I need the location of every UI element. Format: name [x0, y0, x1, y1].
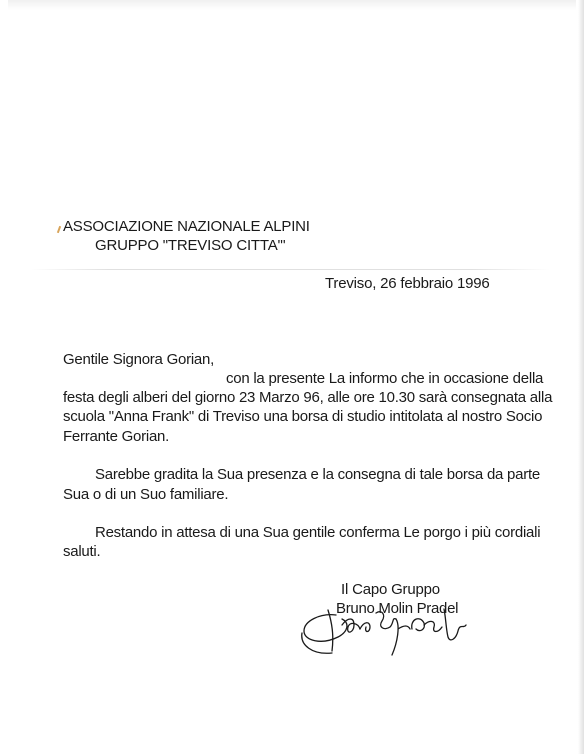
- paragraph-3-line-2: saluti.: [63, 543, 101, 560]
- ink-mark: [57, 226, 61, 233]
- paragraph-1-line-3: scuola "Anna Frank" di Treviso una borsa di studio intitolata al nostro Socio: [63, 408, 543, 425]
- letterhead-group: GRUPPO "TREVISO CITTA'": [95, 237, 286, 254]
- letterhead-association: ASSOCIAZIONE NAZIONALE ALPINI: [63, 218, 310, 235]
- paragraph-1-line-1: con la presente La informo che in occasione della: [226, 370, 544, 387]
- signatory-name: Bruno Molin Pradel: [336, 600, 459, 617]
- handwritten-signature: [298, 595, 474, 665]
- signatory-role: Il Capo Gruppo: [341, 581, 440, 598]
- fold-line: [30, 269, 550, 270]
- paragraph-1-line-4: Ferrante Gorian.: [63, 428, 170, 445]
- scan-shadow-top: [8, 0, 576, 10]
- paragraph-1-line-2: festa degli alberi del giorno 23 Marzo 96, alle ore 10.30 sarà consegnata alla: [63, 389, 553, 406]
- paragraph-2-line-1: Sarebbe gradita la Sua presenza e la consegna di tale borsa da parte: [95, 466, 540, 483]
- letter-date: Treviso, 26 febbraio 1996: [325, 275, 490, 292]
- salutation: Gentile Signora Gorian,: [63, 351, 215, 368]
- scan-shadow-right: [578, 0, 584, 754]
- paragraph-3-line-1: Restando in attesa di una Sua gentile conferma Le porgo i più cordiali: [95, 524, 541, 541]
- paragraph-2-line-2: Sua o di un Suo familiare.: [63, 486, 229, 503]
